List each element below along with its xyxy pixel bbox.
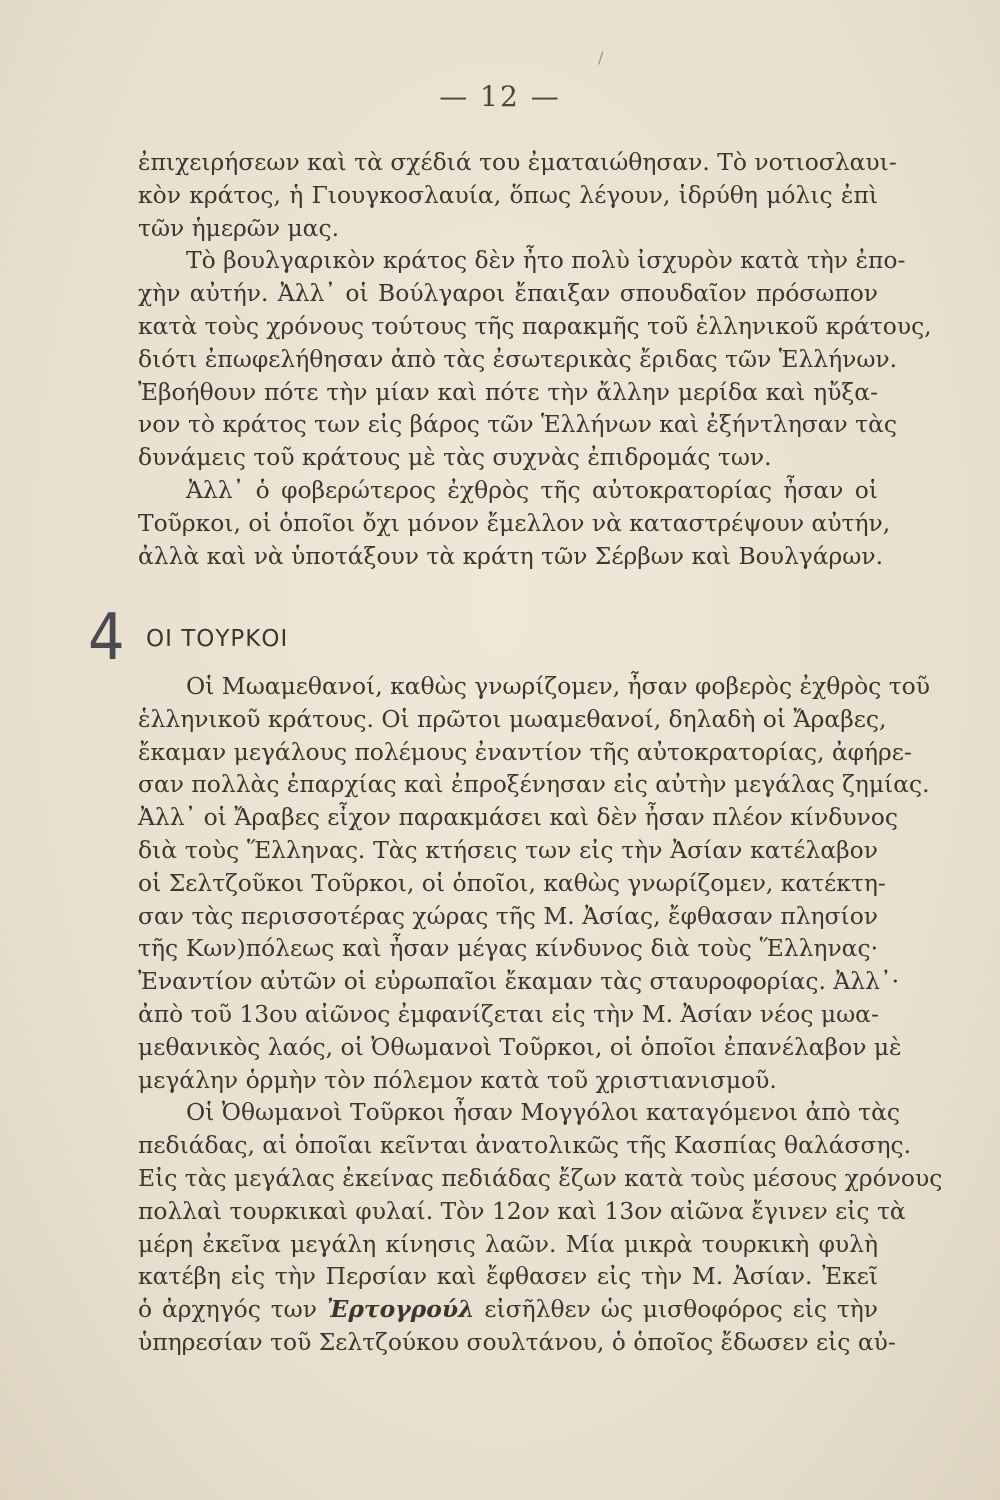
- text-line: Ἀλλ᾿ οἱ Ἄραβες εἶχον παρακμάσει καὶ δὲν ἦσαν πλέον κίνδυνος: [138, 803, 898, 832]
- text-line-with-emphasis: [138, 1293, 878, 1326]
- text-line: ἔκαμαν μεγάλους πολέμους ἐναντίον τῆς αὐτοκρατορίας, ἀφήρε-: [138, 737, 912, 766]
- text-block-bottom: [138, 670, 943, 1359]
- text-line: κὸν κράτος, ἡ Γιουγκοσλαυία, ὅπως λέγουν, ἱδρύθη μόλις ἐπὶ: [138, 180, 878, 209]
- pencil-tick-mark: /: [598, 48, 604, 67]
- text-line: Οἱ Μωαμεθανοί, καθὼς γνωρίζομεν, ἦσαν φοβερὸς ἐχθρὸς τοῦ: [186, 672, 930, 700]
- text-line: ἐπιχειρήσεων καὶ τὰ σχέδιά του ἐματαιώθησαν. Τὸ νοτιοσλαυι-: [138, 148, 897, 176]
- section-heading: ΟΙ ΤΟΥΡΚΟΙ: [146, 626, 289, 652]
- text-line: ἑλληνικοῦ κράτους. Οἱ πρῶτοι μωαμεθανοί, δηλαδὴ οἱ Ἄραβες,: [138, 704, 887, 733]
- text-line: διὰ τοὺς Ἕλληνας. Τὰς κτήσεις των εἰς τὴν Ἀσίαν κατέλαβον: [138, 835, 878, 864]
- text-line: ἀπὸ τοῦ 13ου αἰῶνος ἐμφανίζεται εἰς τὴν Μ. Ἀσίαν νέος μωα-: [138, 999, 879, 1028]
- text-line: δυνάμεις τοῦ κράτους μὲ τὰς συχνὰς ἐπιδρομάς των.: [138, 443, 772, 472]
- section-heading-row: [80, 601, 880, 675]
- text-line: τῶν ἡμερῶν μας.: [138, 213, 340, 242]
- text-line: σαν πολλὰς ἐπαρχίας καὶ ἐπροξένησαν εἰς αὐτὴν μεγάλας ζημίας.: [138, 770, 930, 799]
- text-line: Ἐναντίον αὐτῶν οἱ εὐρωπαῖοι ἔκαμαν τὰς σταυροφορίας. Ἀλλ᾿·: [138, 967, 900, 996]
- text-line: κατὰ τοὺς χρόνους τούτους τῆς παρακμῆς τοῦ ἑλληνικοῦ κράτους,: [138, 311, 932, 340]
- emphasized-name: Ἐρτογρούλ: [326, 1295, 475, 1324]
- text-line: χὴν αὐτήν. Ἀλλ᾿ οἱ Βούλγαροι ἔπαιξαν σπουδαῖον πρόσωπον: [138, 279, 878, 308]
- text-line: οἱ Σελτζοῦκοι Τοῦρκοι, οἱ ὁποῖοι, καθὼς γνωρίζομεν, κατέκτη-: [138, 868, 886, 897]
- page-number: — 12 —: [439, 80, 561, 113]
- text-line: τῆς Κων)πόλεως καὶ ἦσαν μέγας κίνδυνος διὰ τοὺς Ἕλληνας·: [138, 934, 878, 963]
- text-line: ὑπηρεσίαν τοῦ Σελτζούκου σουλτάνου, ὁ ὁποῖος ἔδωσεν εἰς αὐ-: [138, 1327, 896, 1356]
- text-block-top: [138, 146, 932, 572]
- text-span: εἰσῆλθεν ὡς μισθοφόρος εἰς τὴν: [484, 1295, 879, 1324]
- text-line: πεδιάδας, αἱ ὁποῖαι κεῖνται ἀνατολικῶς τῆς Κασπίας θαλάσσης.: [138, 1131, 912, 1160]
- text-line: διότι ἐπωφελήθησαν ἀπὸ τὰς ἐσωτερικὰς ἔριδας τῶν Ἑλλήνων.: [138, 344, 898, 373]
- text-line: μεγάλην ὁρμὴν τὸν πόλεμον κατὰ τοῦ χριστιανισμοῦ.: [138, 1065, 777, 1094]
- text-line: σαν τὰς περισσοτέρας χώρας τῆς Μ. Ἀσίας, ἔφθασαν πλησίον: [138, 901, 878, 930]
- text-line: Ἐβοήθουν πότε τὴν μίαν καὶ πότε τὴν ἄλλην μερίδα καὶ ηὔξα-: [138, 377, 878, 406]
- text-line: μέρη ἐκεῖνα μεγάλη κίνησις λαῶν. Μία μικρὰ τουρκικὴ φυλὴ: [138, 1229, 878, 1258]
- text-span: ὁ ἀρχηγός των: [138, 1295, 317, 1324]
- handwritten-margin-mark: 4: [88, 601, 125, 675]
- text-line: νον τὸ κράτος των εἰς βάρος τῶν Ἑλλήνων καὶ ἐξήντλησαν τὰς: [138, 410, 897, 439]
- text-line: Τοῦρκοι, οἱ ὁποῖοι ὄχι μόνον ἔμελλον νὰ καταστρέψουν αὐτήν,: [138, 508, 891, 537]
- text-line: ἀλλὰ καὶ νὰ ὑποτάξουν τὰ κράτη τῶν Σέρβων καὶ Βουλγάρων.: [138, 541, 884, 570]
- text-line: μεθανικὸς λαός, οἱ Ὀθωμανοὶ Τοῦρκοι, οἱ ὁποῖοι ἐπανέλαβον μὲ: [138, 1032, 902, 1061]
- text-line: Εἰς τὰς μεγάλας ἐκείνας πεδιάδας ἔζων κατὰ τοὺς μέσους χρόνους: [138, 1163, 943, 1192]
- text-line: πολλαὶ τουρκικαὶ φυλαί. Τὸν 12ον καὶ 13ον αἰῶνα ἔγινεν εἰς τὰ: [138, 1196, 906, 1225]
- text-line: κατέβη εἰς τὴν Περσίαν καὶ ἔφθασεν εἰς τὴν Μ. Ἀσίαν. Ἐκεῖ: [138, 1262, 878, 1291]
- text-line: Οἱ Ὀθωμανοὶ Τοῦρκοι ἦσαν Μογγόλοι καταγόμενοι ἀπὸ τὰς: [186, 1098, 900, 1127]
- text-line: Τὸ βουλγαρικὸν κράτος δὲν ἦτο πολὺ ἰσχυρὸν κατὰ τὴν ἐπο-: [186, 246, 906, 275]
- text-line: Ἀλλ᾿ ὁ φοβερώτερος ἐχθρὸς τῆς αὐτοκρατορίας ἦσαν οἱ: [186, 475, 878, 504]
